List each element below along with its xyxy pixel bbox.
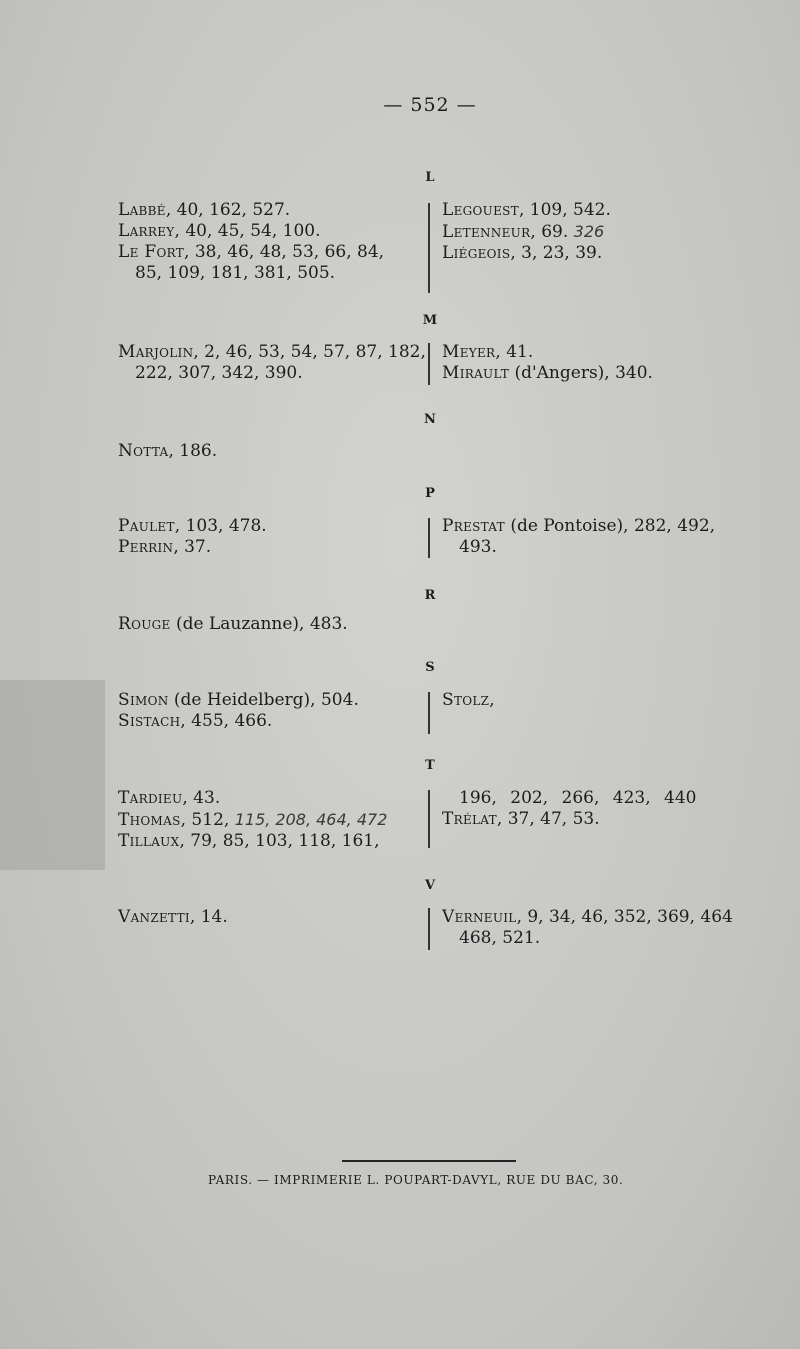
entry-name: Letenneur	[442, 222, 531, 242]
footer-rule	[342, 1160, 516, 1162]
column-divider	[428, 203, 430, 293]
entry-refs: (d'Angers), 340.	[509, 363, 653, 383]
section-l-left	[118, 200, 420, 284]
index-entry	[118, 516, 420, 537]
index-entry	[442, 907, 772, 949]
section-m-right	[442, 342, 772, 384]
index-entry	[118, 221, 420, 242]
section-t-right	[442, 788, 772, 830]
column-divider	[428, 343, 430, 385]
entry-refs: , 3, 23, 39.	[510, 243, 603, 263]
index-entry	[118, 200, 420, 221]
entry-name: Stolz	[442, 690, 490, 710]
entry-refs: , 79, 85, 103, 118, 161,	[179, 831, 380, 851]
index-entry	[442, 221, 772, 243]
entry-name: Mirault	[442, 363, 510, 383]
entry-refs: , 512,	[180, 810, 230, 830]
index-entry	[118, 614, 420, 635]
section-letter-s: S	[425, 660, 435, 675]
entry-refs-continued: 222, 307, 342, 390.	[135, 363, 303, 383]
entry-refs: , 2, 46, 53, 54, 57, 87, 182,	[193, 342, 426, 362]
index-entry	[118, 537, 420, 558]
section-m-left	[118, 342, 426, 384]
entry-refs: , 37.	[173, 537, 212, 557]
index-entry	[118, 711, 420, 732]
section-s-left	[118, 690, 420, 732]
index-entry-continued	[442, 788, 772, 809]
section-letter-v: V	[424, 878, 436, 893]
entry-refs: , 455, 466.	[180, 711, 273, 731]
entry-name: Meyer	[442, 342, 496, 362]
entry-refs: ,	[489, 690, 495, 710]
section-p-left	[118, 516, 420, 558]
section-letter-m: M	[422, 313, 438, 328]
section-letter-r: R	[424, 588, 436, 603]
entry-name: Legouest	[442, 200, 519, 220]
entry-name: Perrin	[118, 537, 174, 557]
page-number: — 552 —	[383, 94, 477, 116]
paper-stain	[0, 680, 105, 870]
entry-refs: , 69.	[530, 222, 569, 242]
entry-name: Paulet	[118, 516, 175, 536]
section-r-left	[118, 614, 420, 635]
entry-refs: , 109, 542.	[518, 200, 611, 220]
entry-refs-continued: 468, 521.	[459, 928, 541, 948]
column-divider	[428, 790, 430, 848]
index-entry	[442, 200, 772, 221]
entry-refs: , 40, 162, 527.	[165, 200, 291, 220]
section-letter-n: N	[424, 412, 436, 427]
section-t-left	[118, 788, 420, 852]
entry-refs: , 43.	[182, 788, 221, 808]
handwritten-note: 115, 208, 464, 472	[234, 810, 388, 829]
entry-name: Vanzetti	[118, 907, 190, 927]
entry-name: Labbé	[118, 200, 166, 220]
section-letter-l: L	[425, 170, 435, 185]
handwritten-note: 326	[573, 222, 605, 241]
entry-refs: (de Heidelberg), 504.	[168, 690, 359, 710]
entry-name: Trélat	[442, 809, 497, 829]
entry-refs: 196, 202, 266, 423, 440	[459, 788, 697, 808]
entry-name: Le Fort	[118, 242, 185, 262]
entry-name: Notta	[118, 441, 169, 461]
entry-refs: , 103, 478.	[174, 516, 267, 536]
column-divider	[428, 908, 430, 950]
entry-name: Larrey	[118, 221, 175, 241]
entry-name: Tardieu	[118, 788, 183, 808]
column-divider	[428, 692, 430, 734]
entry-name: Verneuil	[442, 907, 517, 927]
section-v-right	[442, 907, 772, 949]
entry-refs: (de Pontoise), 282, 492,	[504, 516, 716, 536]
entry-name: Simon	[118, 690, 169, 710]
index-entry	[118, 342, 426, 384]
index-entry	[442, 516, 772, 558]
section-s-right	[442, 690, 772, 711]
index-entry	[118, 441, 420, 462]
entry-refs: , 41.	[495, 342, 534, 362]
entry-refs-continued: 85, 109, 181, 381, 505.	[135, 263, 336, 283]
index-entry	[442, 690, 772, 711]
section-p-right	[442, 516, 772, 558]
entry-refs: , 186.	[168, 441, 218, 461]
entry-name: Prestat	[442, 516, 505, 536]
entry-refs: , 14.	[189, 907, 228, 927]
section-letter-p: P	[425, 486, 435, 501]
entry-refs: , 40, 45, 54, 100.	[174, 221, 321, 241]
section-v-left	[118, 907, 420, 928]
entry-name: Marjolin	[118, 342, 194, 362]
entry-name: Thomas	[118, 810, 181, 830]
entry-name: Rouge	[118, 614, 171, 634]
column-divider	[428, 518, 430, 558]
index-entry	[118, 242, 420, 284]
index-entry	[442, 243, 772, 264]
index-entry	[118, 788, 420, 809]
entry-refs: , 38, 46, 48, 53, 66, 84,	[184, 242, 385, 262]
index-entry	[442, 809, 772, 830]
index-entry	[118, 831, 420, 852]
index-entry	[118, 690, 420, 711]
printer-imprint: PARIS. — IMPRIMERIE L. POUPART-DAVYL, RUE DU BAC, 30.	[208, 1173, 624, 1187]
entry-refs-continued: 493.	[459, 537, 497, 557]
index-entry	[118, 809, 420, 831]
entry-name: Tillaux	[118, 831, 180, 851]
index-entry	[442, 342, 772, 363]
entry-name: Liégeois	[442, 243, 511, 263]
section-n-left	[118, 441, 420, 462]
entry-refs: , 37, 47, 53.	[496, 809, 600, 829]
entry-refs: , 9, 34, 46, 352, 369, 464	[516, 907, 733, 927]
section-letter-t: T	[425, 758, 435, 773]
section-l-right	[442, 200, 772, 264]
index-entry	[118, 907, 420, 928]
entry-name: Sistach	[118, 711, 181, 731]
index-entry	[442, 363, 772, 384]
entry-refs: (de Lauzanne), 483.	[170, 614, 348, 634]
